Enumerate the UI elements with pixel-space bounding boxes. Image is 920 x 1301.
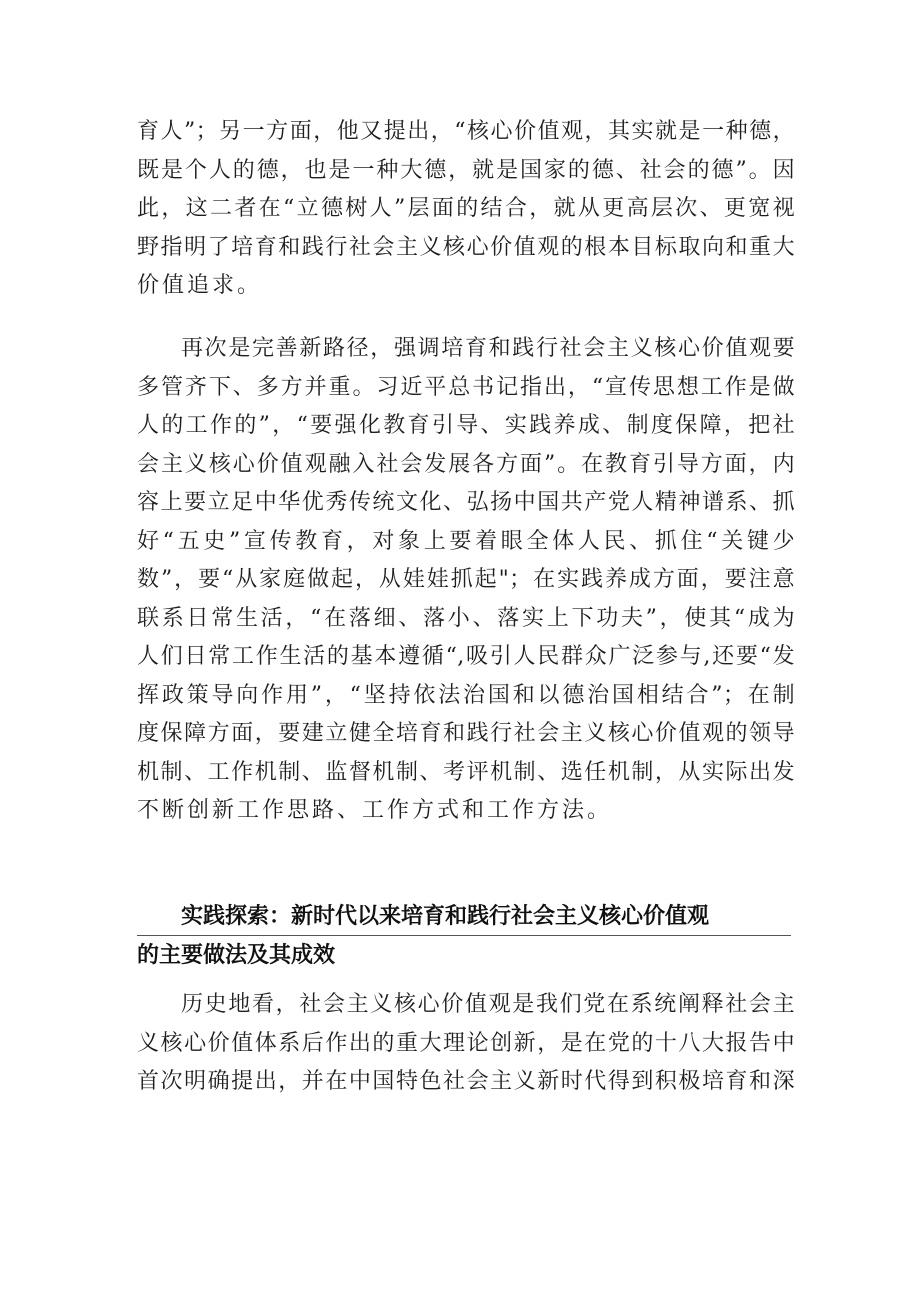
paragraph-new-path [137,330,795,831]
text-line: 机制、工作机制、监督机制、考评机制、选任机制，从实际出发 [137,759,795,785]
text-line: 育人”；另一方面，他又提出，“核心价值观，其实就是一种德， [137,119,795,144]
text-line: 再次是完善新路径，强调培育和践行社会主义核心价值观要 [181,336,795,361]
text-line: 多管齐下、多方并重。习近平总书记指出，“宣传思想工作是做 [137,374,795,400]
text-line: 挥政策导向作用”，“坚持依法治国和以德治国相结合”；在制 [137,682,795,708]
text-line: 此，这二者在“立德树人”层面的结合，就从更高层次、更宽视 [137,196,795,221]
text-line: 数”，要“从家庭做起，从娃娃抓起"；在实践养成方面，要注意 [137,567,795,592]
text-line: 联系日常生活，“在落细、落小、落实上下功夫”，使其“成为 [137,605,795,631]
text-line: 人们日常工作生活的基本遵循“,吸引人民群众广泛参与,还要“发 [137,644,795,669]
text-line: 会主义核心价值观融入社会发展各方面”。在教育引导方面，内 [137,451,795,477]
section-heading-line: 实践探索：新时代以来培育和践行社会主义核心价值观 [181,904,710,929]
text-line: 不断创新工作思路、工作方式和工作方法。 [137,798,613,823]
text-line: 好“五史”宣传教育，对象上要着眼全体人民、抓住“关键少 [137,528,795,554]
section-heading-line: 的主要做法及其成效 [137,943,336,968]
paragraph-history [137,986,795,1102]
text-line: 人的工作的”，“要强化教育引导、实践养成、制度保障，把社 [137,413,795,438]
text-line: 价值追求。 [137,273,263,298]
text-line: 既是个人的德，也是一种大德，就是国家的德、社会的德”。因 [137,157,795,183]
text-line: 度保障方面，要建立健全培育和践行社会主义核心价值观的领导 [137,721,795,746]
heading-divider [137,935,791,936]
text-line: 历史地看，社会主义核心价值观是我们党在系统阐释社会主 [181,992,795,1017]
section-heading [137,897,795,975]
text-line: 野指明了培育和践行社会主义核心价值观的根本目标取向和重大 [137,234,795,260]
text-line: 容上要立足中华优秀传统文化、弘扬中国共产党人精神谱系、抓 [137,490,795,515]
paragraph-continuation [137,113,795,306]
text-line: 首次明确提出，并在中国特色社会主义新时代得到积极培育和深 [137,1069,795,1094]
text-line: 义核心价值体系后作出的重大理论创新，是在党的十八大报告中 [137,1030,795,1056]
